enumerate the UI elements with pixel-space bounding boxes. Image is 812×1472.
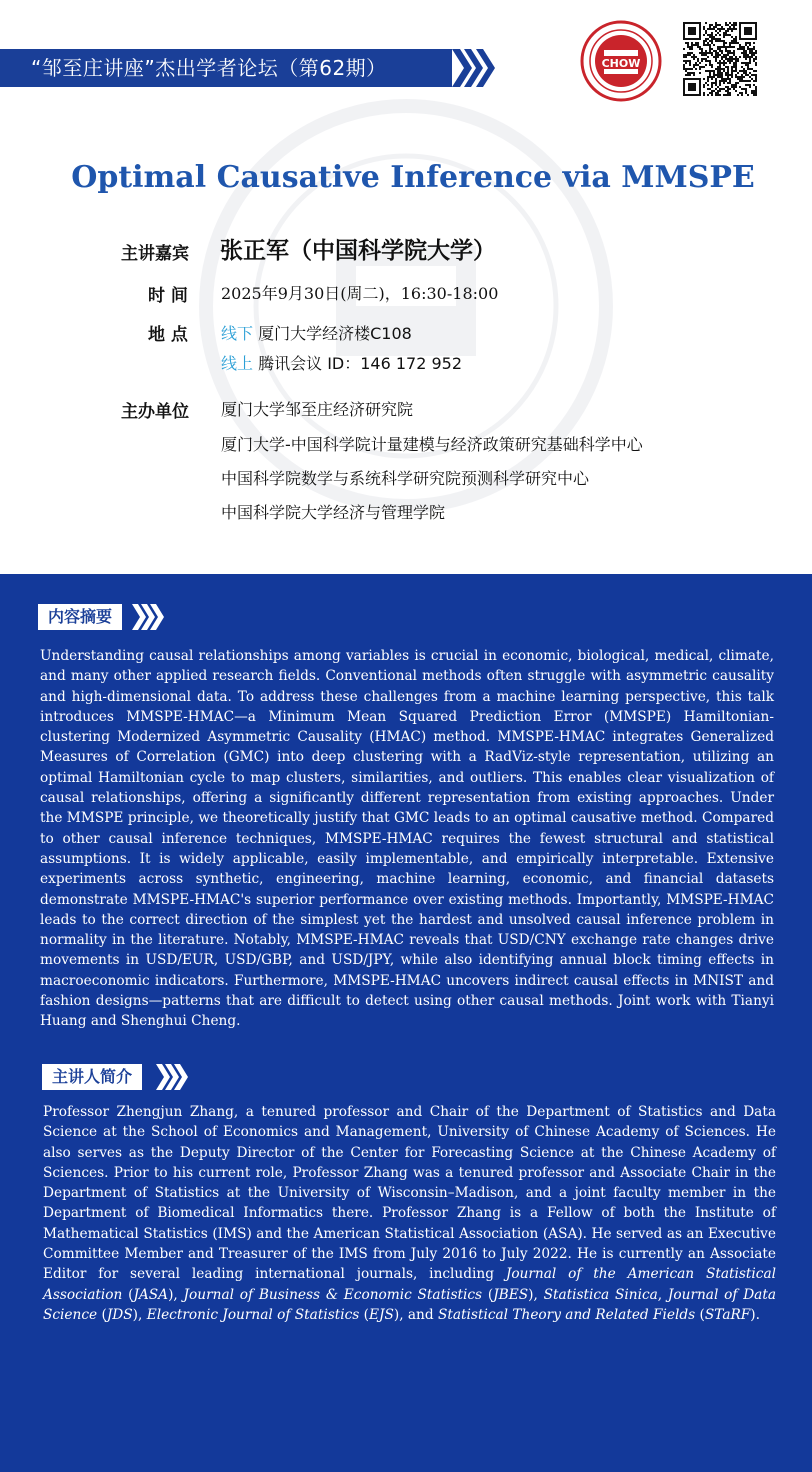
forum-banner xyxy=(0,49,492,87)
journal-abbr: EJS xyxy=(369,1306,394,1323)
content-section xyxy=(0,574,812,1472)
chevrons-right-icon xyxy=(452,49,496,87)
journal-abbr: JDS xyxy=(106,1306,133,1323)
organizer-item: 中国科学院大学经济与管理学院 xyxy=(221,503,446,522)
banner-bar xyxy=(0,49,452,87)
offline-tag: 线下 xyxy=(221,324,254,343)
journal-abbr: JASA xyxy=(133,1286,169,1303)
journal-title: Electronic Journal of Statistics xyxy=(146,1306,360,1323)
speaker-name: 张正军（中国科学院大学） xyxy=(220,238,496,264)
abstract-text: Understanding causal relationships among variables is crucial in economic, biological, medical, climate, and many other applied research fields. Conventional methods often struggle with asymmetric causality and high-dimensional data. To address these challenges from a machine learning perspective, this talk introduces MMSPE-HMAC—a Minimum Mean Squared Prediction Error (MMSPE) Hamiltonian-clustering Modernized Asymmetric Causality (HMAC) method. MMSPE-HMAC integrates Generalized Measures of Correlation (GMC) into deep clustering with a RadViz-style representation, utilizing an optimal Hamiltonian cycle to map clusters, similarities, and outliers. This enables clear visualization of causal relationships, offering a significantly different representation from existing approaches. Under the MMSPE principle, we theoretically justify that GMC leads to an optimal causative method. Compared to other causal inference techniques, MMSPE-HMAC requires the fewest structural and statistical assumptions. It is widely applicable, easily implementable, and empirically interpretable. Extensive experiments across synthetic, engineering, machine learning, economic, and financial datasets demonstrate MMSPE-HMAC's superior performance over existing methods. Importantly, MMSPE-HMAC leads to the correct direction of the simplest yet the hardest and unsolved causal inference problem in normality in the literature. Notably, MMSPE-HMAC reveals that USD/CNY exchange rate changes drive movements in USD/EUR, USD/GBP, and USD/JPY, while also identifying annual block timing effects in macroeconomic indicators. Furthermore, MMSPE-HMAC uncovers indirect causal effects in MNIST and fashion designs—patterns that are difficult to detect using other causal methods. Joint work with Tianyi Huang and Shenghui Cheng. xyxy=(40,648,774,1030)
chevrons-right-icon xyxy=(132,604,166,630)
organizer-item: 厦门大学-中国科学院计量建模与经济政策研究基础科学中心 xyxy=(221,435,643,454)
banner-title: “邹至庄讲座”杰出学者论坛（第62期） xyxy=(31,56,387,80)
institute-logo-icon xyxy=(580,20,662,102)
talk-title: Optimal Causative Inference via MMSPE xyxy=(71,160,755,195)
offline-place: 厦门大学经济楼C108 xyxy=(258,324,412,343)
organizer-item: 厦门大学邹至庄经济研究院 xyxy=(221,400,414,419)
location-online xyxy=(221,351,462,374)
journal-abbr: JBES xyxy=(493,1286,529,1303)
logo-text: CHOW xyxy=(601,57,641,70)
online-place: 腾讯会议 ID：146 172 952 xyxy=(258,354,463,373)
abstract-heading-label: 内容摘要 xyxy=(38,604,122,630)
bio-intro: Professor Zhengjun Zhang, a tenured professor and Chair of the Department of Statistics and Data Science at the School of Economics and Management, University of Chinese Academy of Sciences. He also serves as the Deputy Director of the Center for Forecasting Science at the Chinese Academy of Sciences. Prior to his current role, Professor Zhang was a tenured professor and Associate Chair in the Department of Statistics at the University of Wisconsin–Madison, and a joint faculty member in the Department of Biomedical Informatics there. Professor Zhang is a Fellow of both the Institute of Mathematical Statistics (IMS) and the American Statistical Association (ASA). He served as an Executive Committee Member and Treasurer of the IMS from July 2016 to July 2022. He is currently an Associate Editor for several leading international journals, including xyxy=(43,1104,776,1283)
journal-title: Statistical Theory and Related Fields xyxy=(438,1306,696,1323)
journal-title: Statistica Sinica xyxy=(543,1286,658,1303)
time-value: 2025年9月30日(周二)，16:30-18:00 xyxy=(221,284,499,303)
time-label: 时 间 xyxy=(148,286,188,306)
online-tag: 线上 xyxy=(221,354,254,373)
speaker-label: 主讲嘉宾 xyxy=(121,244,189,264)
journal-abbr: STaRF xyxy=(704,1306,751,1323)
journal-title: Journal of the American Statistical Association xyxy=(43,1266,776,1303)
bio-heading-label: 主讲人简介 xyxy=(42,1064,142,1090)
journal-title: Journal of Data Science xyxy=(43,1286,776,1323)
chevrons-right-icon xyxy=(156,1064,190,1090)
qr-code-icon xyxy=(683,22,757,96)
header-section xyxy=(0,0,812,574)
organizer-item: 中国科学院数学与系统科学研究院预测科学研究中心 xyxy=(221,469,590,488)
bio-text: Professor Zhengjun Zhang, a tenured professor and Chair of the Department of Statistics and Data Science at the School of Economics and Management, University of Chinese Academy of Sciences. He also serves as the Deputy Director of the Center for Forecasting Science at the Chinese Academy of Sciences. Prior to his current role, Professor Zhang was a tenured professor and Associate Chair in the Department of Statistics at the University of Wisconsin–Madison, and a joint faculty member in the Department of Biomedical Informatics there. Professor Zhang is a Fellow of both the Institute of Mathematical Statistics (IMS) and the American Statistical Association (ASA). He served as an Executive Committee Member and Treasurer of the IMS from July 2016 to July 2022. He is currently an Associate Editor for several leading international journals, including Journal of the American Statistical Association (JASA), Journal of Business & Economic Statistics (JBES), Statistica Sinica, Journal of Data Science (JDS), Electronic Journal of Statistics (EJS), and Statistical Theory and Related Fields (STaRF). xyxy=(43,1104,776,1323)
location-offline xyxy=(221,321,412,344)
journal-title: Journal of Business & Economic Statistics xyxy=(183,1286,483,1303)
organizer-label: 主办单位 xyxy=(121,402,189,422)
location-label: 地 点 xyxy=(148,325,188,345)
